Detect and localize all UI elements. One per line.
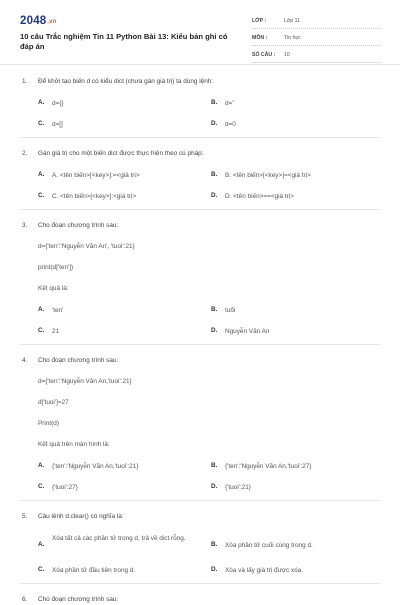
answer-options bbox=[0, 97, 400, 129]
question-text: Cho đoạn chương trình sau: bbox=[38, 596, 119, 603]
option-text: {'ten':'Nguyễn Văn An,'tuoi':27} bbox=[225, 463, 312, 470]
option-text: Xóa phần tử đầu tiên trong d. bbox=[52, 567, 136, 574]
option-text: 'ten' bbox=[52, 307, 64, 314]
option-row bbox=[0, 169, 400, 180]
option-letter: B. bbox=[211, 99, 218, 106]
option-text: {'tuoi':27} bbox=[52, 484, 78, 491]
question-divider bbox=[20, 209, 380, 210]
option-text: Xóa và lấy giá trị được xóa. bbox=[225, 567, 304, 574]
option-text: Xóa phần tử cuối cùng trong d. bbox=[225, 542, 313, 549]
option-text: A. <tên biến>[<key>]:=<giá trị> bbox=[52, 172, 140, 179]
option-letter: C. bbox=[38, 120, 45, 127]
option-letter: A. bbox=[38, 541, 45, 548]
option-row bbox=[0, 304, 400, 315]
option-row bbox=[0, 190, 400, 201]
meta-label: LỚP : bbox=[252, 18, 267, 24]
option-letter: A. bbox=[38, 171, 45, 178]
question-code-line bbox=[0, 397, 400, 408]
option-text: {'ten':'Nguyễn Văn An,'tuoi':21} bbox=[52, 463, 139, 470]
question-code-line bbox=[0, 418, 400, 429]
question-number: 5. bbox=[22, 513, 28, 520]
document-title: 10 câu Trắc nghiệm Tin 11 Python Bài 13: Kiểu bản ghi có đáp án bbox=[20, 32, 228, 51]
option-letter: B. bbox=[211, 306, 218, 313]
option-letter: D. bbox=[211, 566, 218, 573]
option-text: C. <tên biến>[<key>]:<giá trị> bbox=[52, 193, 137, 200]
question-list bbox=[0, 76, 400, 605]
meta-row-class bbox=[252, 14, 380, 29]
question-text: Gán giá trị cho một biến dict được thực hiện theo cú pháp: bbox=[38, 150, 204, 157]
question-divider bbox=[20, 344, 380, 345]
option-letter: D. bbox=[211, 327, 218, 334]
answer-options bbox=[0, 532, 400, 575]
option-letter: C. bbox=[38, 483, 45, 490]
code-line-text: d={'ten':'Nguyễn Văn An,'tuoi':21} bbox=[38, 378, 132, 385]
option-text: d=0 bbox=[225, 121, 236, 128]
code-line-text: Kết quả là: bbox=[38, 285, 69, 292]
option-letter: D. bbox=[211, 192, 218, 199]
code-line-text: d['tuoi']=27 bbox=[38, 399, 69, 406]
option-text: B. <tên biến>[<key>]=<giá trị> bbox=[225, 172, 311, 179]
question-text: Câu lệnh d.clear() có nghĩa là: bbox=[38, 513, 124, 520]
option-text: d='' bbox=[225, 100, 235, 107]
question-divider bbox=[20, 137, 380, 138]
meta-label: SỐ CÂU : bbox=[252, 52, 276, 58]
question-text: Để khởi tạo biến d có kiểu dict (chưa gán giá trị) ta dùng lệnh: bbox=[38, 78, 214, 85]
option-text: 21 bbox=[52, 328, 60, 335]
option-letter: A. bbox=[38, 99, 45, 106]
option-row bbox=[0, 325, 400, 336]
question-code-line bbox=[0, 439, 400, 450]
answer-options bbox=[0, 460, 400, 492]
code-line-text: Print(d) bbox=[38, 420, 59, 427]
question-number: 6. bbox=[22, 596, 28, 603]
option-letter: B. bbox=[211, 462, 218, 469]
question-text: Cho đoạn chương trình sau: bbox=[38, 222, 119, 229]
question-divider bbox=[20, 583, 380, 584]
question-2 bbox=[0, 148, 400, 201]
option-letter: C. bbox=[38, 566, 45, 573]
meta-label: MÔN : bbox=[252, 35, 268, 41]
option-text: d=[] bbox=[52, 121, 63, 128]
question-divider bbox=[20, 500, 380, 501]
question-header bbox=[0, 220, 400, 231]
option-text: {'tuoi':21} bbox=[225, 484, 251, 491]
option-row bbox=[0, 460, 400, 471]
option-row bbox=[0, 532, 400, 554]
option-letter: A. bbox=[38, 462, 45, 469]
meta-value: Tin học bbox=[284, 35, 301, 41]
question-header bbox=[0, 355, 400, 366]
option-letter: D. bbox=[211, 120, 218, 127]
logo-suffix-text: .vn bbox=[47, 19, 57, 25]
meta-value: 10 bbox=[284, 52, 290, 58]
option-letter: C. bbox=[38, 327, 45, 334]
question-code-line bbox=[0, 283, 400, 294]
code-line-text: Kết quả trên màn hình là: bbox=[38, 441, 110, 448]
logo-main-text: 2048 bbox=[20, 15, 47, 27]
question-1 bbox=[0, 76, 400, 129]
question-header bbox=[0, 148, 400, 159]
option-letter: B. bbox=[211, 541, 218, 548]
option-text: tuổi bbox=[225, 307, 236, 314]
meta-row-count bbox=[252, 48, 380, 63]
option-text: D. <tên biến>==<giá trị> bbox=[225, 193, 294, 200]
question-code-line bbox=[0, 241, 400, 252]
question-header bbox=[0, 76, 400, 87]
document-header bbox=[0, 0, 400, 65]
question-number: 1. bbox=[22, 78, 28, 85]
question-number: 3. bbox=[22, 222, 28, 229]
option-row bbox=[0, 481, 400, 492]
question-4 bbox=[0, 355, 400, 492]
option-letter: B. bbox=[211, 171, 218, 178]
question-code-line bbox=[0, 376, 400, 387]
document-meta bbox=[252, 14, 380, 65]
option-text: d={} bbox=[52, 100, 64, 107]
question-text: Cho đoạn chương trình sau: bbox=[38, 357, 119, 364]
answer-options bbox=[0, 169, 400, 201]
site-logo[interactable] bbox=[20, 15, 57, 27]
option-row bbox=[0, 97, 400, 108]
question-3 bbox=[0, 220, 400, 336]
question-code-line bbox=[0, 262, 400, 273]
meta-row-subject bbox=[252, 31, 380, 46]
question-number: 2. bbox=[22, 150, 28, 157]
code-line-text: print(d['ten']) bbox=[38, 264, 74, 271]
option-letter: A. bbox=[38, 306, 45, 313]
option-row bbox=[0, 564, 400, 575]
option-letter: D. bbox=[211, 483, 218, 490]
option-text: Xóa tất cả các phần tử trong d, trả về dict rỗng. bbox=[52, 535, 186, 542]
question-header bbox=[0, 511, 400, 522]
option-row bbox=[0, 118, 400, 129]
option-letter: C. bbox=[38, 192, 45, 199]
meta-value: Lớp 11 bbox=[284, 18, 300, 24]
code-line-text: d={'ten':'Nguyễn Văn An', 'tuoi':21} bbox=[38, 243, 135, 250]
option-text: Nguyễn Văn An bbox=[225, 328, 270, 335]
question-number: 4. bbox=[22, 357, 28, 364]
question-5 bbox=[0, 511, 400, 575]
answer-options bbox=[0, 304, 400, 336]
